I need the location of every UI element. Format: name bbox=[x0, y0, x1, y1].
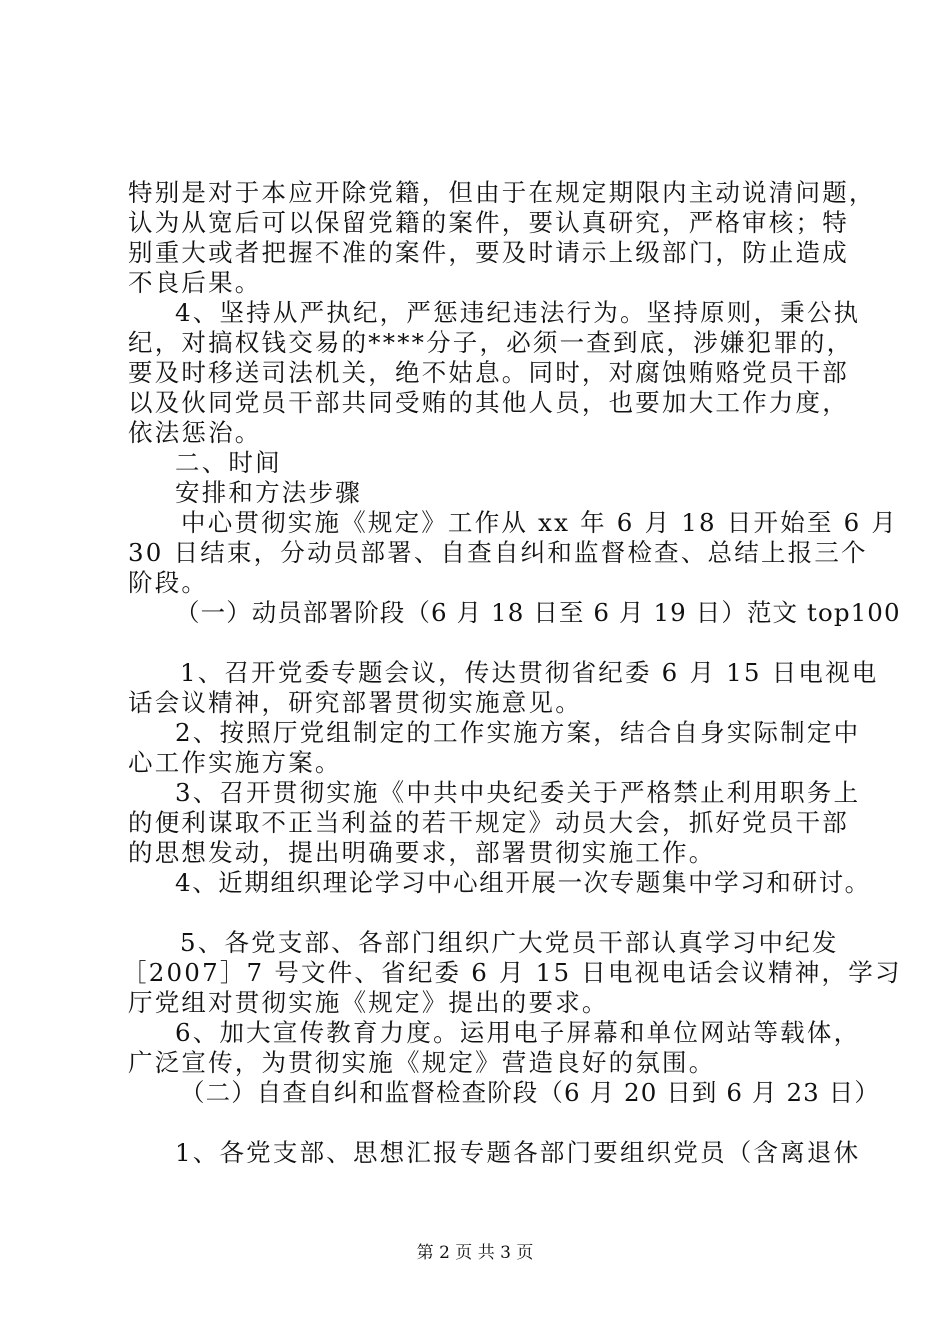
paragraph-line: 5、各党支部、各部门组织广大党员干部认真学习中纪发 bbox=[180, 928, 839, 957]
paragraph-line: ［2007］7 号文件、省纪委 6 月 15 日电视电话会议精神，学习 bbox=[122, 958, 902, 987]
paragraph-line: 厅党组对贯彻实施《规定》提出的要求。 bbox=[128, 988, 609, 1017]
paragraph-line: 的便利谋取不正当利益的若干规定》动员大会，抓好党员干部 bbox=[128, 808, 849, 837]
page-number-footer: 第 2 页 共 3 页 bbox=[416, 1243, 534, 1263]
paragraph-line: 1、召开党委专题会议，传达贯彻省纪委 6 月 15 日电视电 bbox=[180, 658, 879, 687]
paragraph-line: 4、坚持从严执纪，严惩违纪违法行为。坚持原则，秉公执 bbox=[175, 298, 861, 327]
paragraph-line: 心工作实施方案。 bbox=[128, 748, 342, 777]
paragraph-line: 6、加大宣传教育力度。运用电子屏幕和单位网站等载体， bbox=[175, 1018, 861, 1047]
paragraph-line: 1、各党支部、思想汇报专题各部门要组织党员（含离退休 bbox=[175, 1138, 861, 1167]
paragraph-line: 4、近期组织理论学习中心组开展一次专题集中学习和研讨。 bbox=[175, 868, 871, 897]
paragraph-line: 特别是对于本应开除党籍，但由于在规定期限内主动说清问题， bbox=[128, 178, 876, 207]
section-heading: 安排和方法步骤 bbox=[175, 478, 362, 507]
paragraph-line: 广泛宣传，为贯彻实施《规定》营造良好的氛围。 bbox=[128, 1048, 716, 1077]
paragraph-line: 不良后果。 bbox=[128, 268, 262, 297]
paragraph-line: 认为从宽后可以保留党籍的案件，要认真研究，严格审核；特 bbox=[128, 208, 849, 237]
paragraph-line: 以及伙同党员干部共同受贿的其他人员，也要加大工作力度， bbox=[128, 388, 849, 417]
section-heading: 二、时间 bbox=[175, 448, 282, 477]
paragraph-line: 别重大或者把握不准的案件，要及时请示上级部门，防止造成 bbox=[128, 238, 849, 267]
paragraph-line: 中心贯彻实施《规定》工作从 xx 年 6 月 18 日开始至 6 月 bbox=[181, 508, 899, 537]
paragraph-line: 要及时移送司法机关，绝不姑息。同时，对腐蚀贿赂党员干部 bbox=[128, 358, 849, 387]
paragraph-line: 的思想发动，提出明确要求，部署贯彻实施工作。 bbox=[128, 838, 716, 867]
subsection-heading: （一）动员部署阶段（6 月 18 日至 6 月 19 日）范文 top100 bbox=[175, 598, 901, 627]
subsection-heading: （二）自查自纠和监督检查阶段（6 月 20 日到 6 月 23 日） bbox=[180, 1078, 880, 1107]
paragraph-line: 纪，对搞权钱交易的****分子，必须一查到底，涉嫌犯罪的， bbox=[128, 328, 854, 357]
paragraph-line: 2、按照厅党组制定的工作实施方案，结合自身实际制定中 bbox=[175, 718, 861, 747]
paragraph-line: 30 日结束，分动员部署、自查自纠和监督检查、总结上报三个 bbox=[128, 538, 868, 567]
paragraph-line: 3、召开贯彻实施《中共中央纪委关于严格禁止利用职务上 bbox=[175, 778, 861, 807]
paragraph-line: 话会议精神，研究部署贯彻实施意见。 bbox=[128, 688, 582, 717]
paragraph-line: 依法惩治。 bbox=[128, 418, 262, 447]
paragraph-line: 阶段。 bbox=[128, 568, 209, 597]
